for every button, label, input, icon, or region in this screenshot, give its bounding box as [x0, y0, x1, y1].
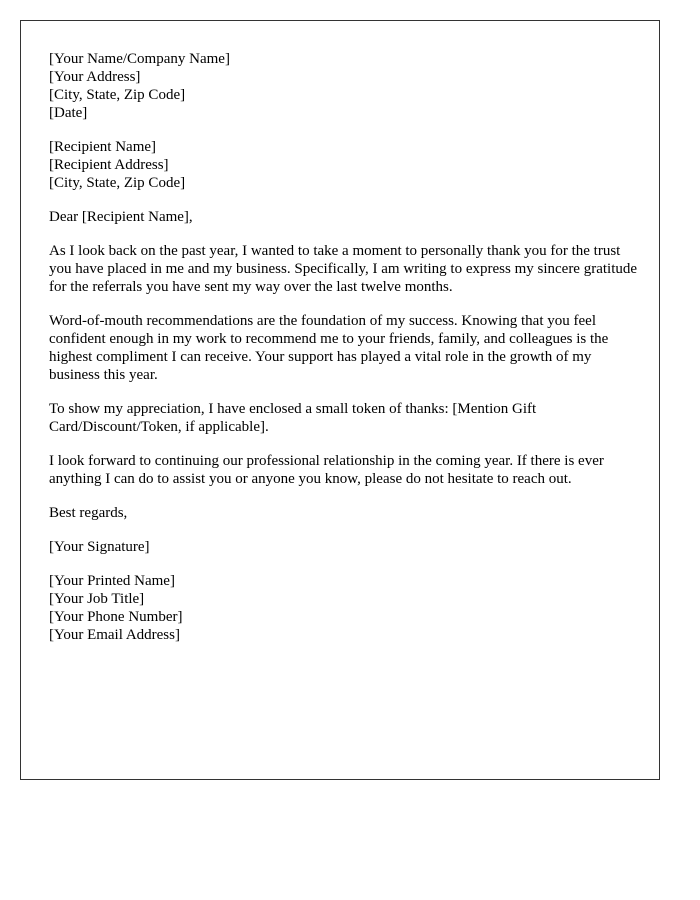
- recipient-city-state-zip: [City, State, Zip Code]: [49, 175, 186, 191]
- sender-address: [Your Address]: [49, 69, 141, 85]
- signer-phone: [Your Phone Number]: [49, 609, 183, 625]
- body-paragraph-2: Word-of-mouth recommendations are the foundation of my success. Knowing that you feel confident enough in my work to recommend me to your friends, family, and colleagues is the highest compliment I can receive. Your support has played a vital role in the growth of my business this year.: [49, 313, 609, 383]
- sender-name: [Your Name/Company Name]: [49, 51, 230, 67]
- recipient-address: [Recipient Address]: [49, 157, 169, 173]
- closing: Best regards,: [49, 505, 128, 521]
- recipient-block: [49, 138, 639, 192]
- letter-page: [20, 20, 660, 780]
- sender-city-state-zip: [City, State, Zip Code]: [49, 87, 186, 103]
- letter-date: [Date]: [49, 105, 88, 121]
- recipient-name: [Recipient Name]: [49, 139, 157, 155]
- body-paragraph-3: To show my appreciation, I have enclosed a small token of thanks: [Mention Gift Card/Discount/Token, if applicable].: [49, 401, 537, 435]
- salutation: Dear [Recipient Name],: [49, 209, 193, 225]
- signer-email: [Your Email Address]: [49, 627, 180, 643]
- sender-block: [49, 50, 639, 122]
- body-paragraph-4: I look forward to continuing our professional relationship in the coming year. If there is ever anything I can do to assist you or anyone you know, please do not hesitate to reach out.: [49, 453, 604, 487]
- signer-printed-name: [Your Printed Name]: [49, 573, 175, 589]
- signature-placeholder: [Your Signature]: [49, 539, 150, 555]
- letter-content: [49, 50, 639, 660]
- signer-block: [49, 572, 639, 644]
- signer-job-title: [Your Job Title]: [49, 591, 145, 607]
- body-paragraph-1: As I look back on the past year, I wanted to take a moment to personally thank you for the trust you have placed in me and my business. Specifically, I am writing to express my sincere gratitude for the referrals you have sent my way over the last twelve months.: [49, 243, 638, 295]
